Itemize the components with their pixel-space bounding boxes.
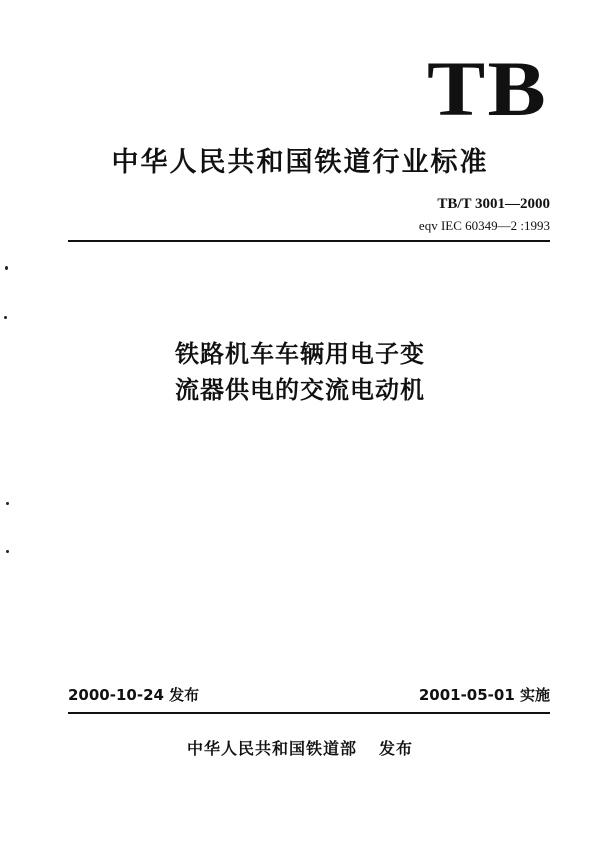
- publisher-name: 中华人民共和国铁道部: [186, 739, 357, 758]
- header-divider: [68, 240, 550, 242]
- document-title: [0, 336, 600, 408]
- publisher-line: [0, 736, 600, 759]
- scan-speck: [5, 266, 8, 270]
- document-title-line-1: 铁路机车车辆用电子变: [175, 340, 425, 368]
- implementation-date: 2001-05-01 实施: [418, 686, 550, 704]
- issuing-body-title: 中华人民共和国铁道行业标准: [111, 147, 489, 178]
- standard-number: TB/T 3001—2000: [437, 196, 550, 212]
- scan-speck: [6, 550, 9, 553]
- publisher-action: 发布: [379, 739, 414, 758]
- footer-divider: [68, 712, 550, 714]
- document-title-line-2: 流器供电的交流电动机: [175, 376, 425, 404]
- scan-speck: [4, 316, 7, 319]
- tb-logo: TB: [426, 45, 548, 132]
- scan-speck: [6, 502, 9, 505]
- equivalent-standard: eqv IEC 60349—2 :1993: [418, 218, 550, 233]
- issue-date: 2000-10-24 发布: [68, 686, 200, 704]
